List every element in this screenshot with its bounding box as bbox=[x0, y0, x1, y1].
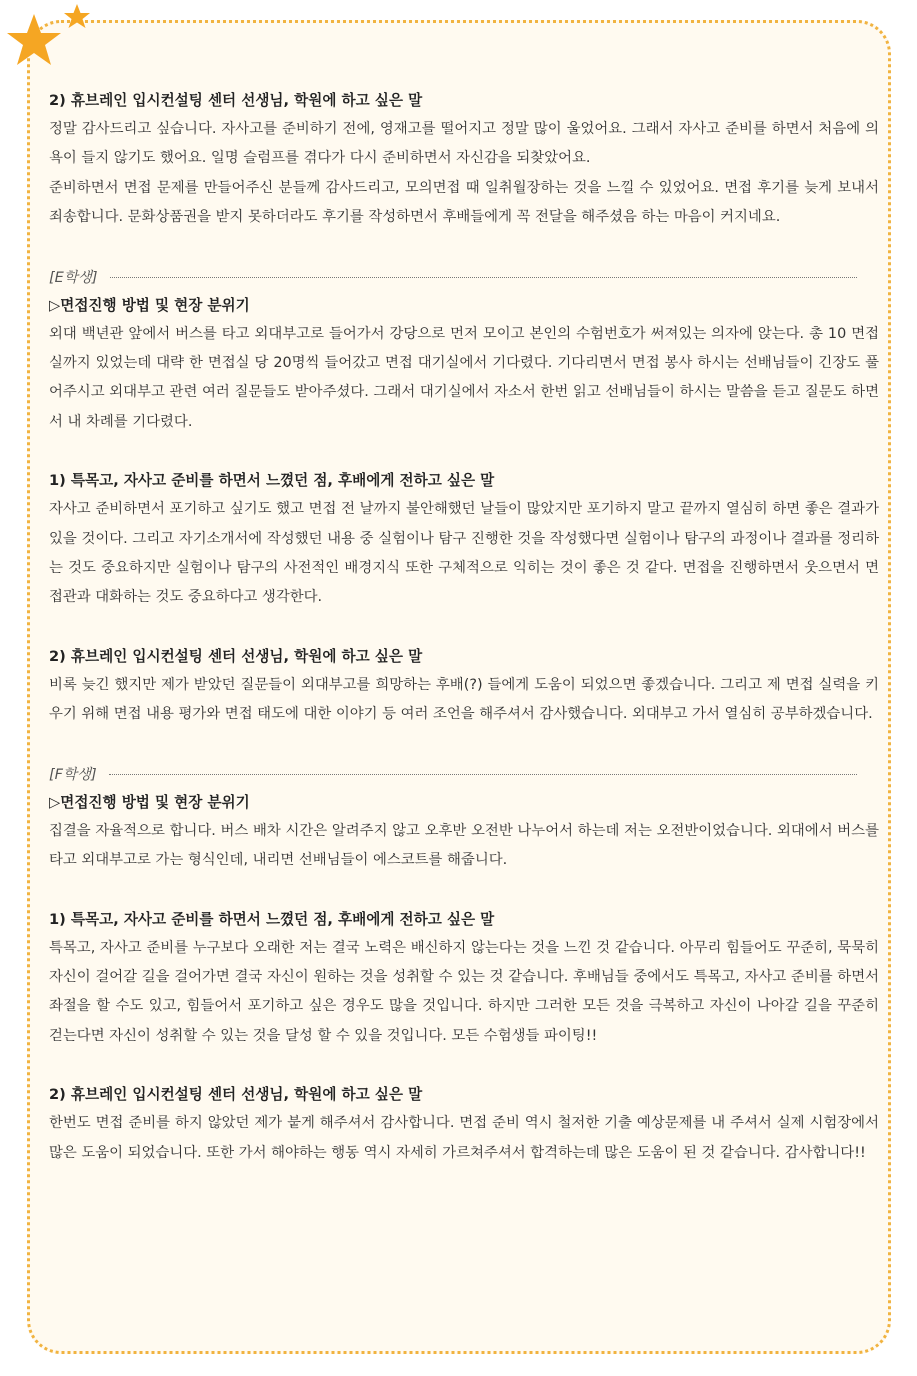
star-decoration bbox=[0, 0, 110, 80]
star-icon bbox=[7, 14, 61, 65]
paragraph: 준비하면서 면접 문제를 만들어주신 분들께 감사드리고, 모의면접 때 일취월장하는 것을 느낄 수 있었어요. 면접 후기를 늦게 보내서 죄송합니다. 문화상품권을 받지 못하더라도 후기를 작성하면서 후배들에게 꼭 전달을 해주셨음 하는 마음이 커지네요. bbox=[49, 179, 879, 226]
paragraph: 한번도 면접 준비를 하지 않았던 제가 붙게 해주셔서 감사합니다. 면접 준비 역시 철저한 기출 예상문제를 내 주셔서 실제 시험장에서 많은 도움이 되었습니다. 또한 가서 해야하는 행동 역시 자세히 가르쳐주셔서 합격하는데 많은 도움이 된 것 같습니다. 감사합니다!! bbox=[49, 1115, 879, 1161]
article-content bbox=[49, 86, 879, 1168]
dotted-divider bbox=[109, 774, 857, 775]
star-icon bbox=[64, 4, 90, 28]
student-name: [F학생] bbox=[49, 766, 97, 783]
student-label-e bbox=[49, 262, 879, 291]
section-heading: 2) 휴브레인 입시컨설팅 센터 선생님, 학원에 하고 싶은 말 bbox=[49, 647, 423, 665]
subsection-heading: ▷면접진행 방법 및 현장 분위기 bbox=[49, 296, 250, 314]
subsection-heading: ▷면접진행 방법 및 현장 분위기 bbox=[49, 793, 250, 811]
student-name: [E학생] bbox=[49, 269, 98, 286]
student-label-f bbox=[49, 759, 879, 788]
paragraph: 자사고 준비하면서 포기하고 싶기도 했고 면접 전 날까지 불안해했던 날들이 많았지만 포기하지 말고 끝까지 열심히 하면 좋은 결과가 있을 것이다. 그리고 자기소개서에 작성했던 내용 중 실험이나 탐구 진행한 것을 작성했다면 실험이나 탐구의 과정이나 결과를 정리하는 것도 중요하지만 실험이나 탐구의 사전적인 배경지식 또한 구체적으로 익히는 것이 좋은 것 같다. 면접을 진행하면서 웃으면서 면접관과 대화하는 것도 중요하다고 생각한다. bbox=[49, 501, 879, 606]
paragraph: 정말 감사드리고 싶습니다. 자사고를 준비하기 전에, 영재고를 떨어지고 정말 많이 울었어요. 그래서 자사고 준비를 하면서 처음에 의욕이 들지 않기도 했어요. 일명 슬럼프를 겪다가 다시 준비하면서 자신감을 되찾았어요. bbox=[49, 121, 879, 167]
paragraph: 특목고, 자사고 준비를 누구보다 오래한 저는 결국 노력은 배신하지 않는다는 것을 느낀 것 같습니다. 아무리 힘들어도 꾸준히, 묵묵히 자신이 걸어갈 길을 걸어가면 결국 자신이 원하는 것을 성취할 수 있는 것 같습니다. 후배님들 중에서도 특목고, 자사고 준비를 하면서 좌절을 할 수도 있고, 힘들어서 포기하고 싶은 경우도 많을 것입니다. 하지만 그러한 모든 것을 극복하고 자신이 나아갈 길을 꾸준히 걷는다면 자신이 성취할 수 있는 것을 달성 할 수 있을 것입니다. 모든 수험생들 파이팅!! bbox=[49, 939, 879, 1044]
paragraph: 비록 늦긴 했지만 제가 받았던 질문들이 외대부고를 희망하는 후배(?) 들에게 도움이 되었으면 좋겠습니다. 그리고 제 면접 실력을 키우기 위해 면접 내용 평가와 면접 태도에 대한 이야기 등 여러 조언을 해주셔서 감사했습니다. 외대부고 가서 열심히 공부하겠습니다. bbox=[49, 676, 879, 723]
section-heading: 1) 특목고, 자사고 준비를 하면서 느꼈던 점, 후배에게 전하고 싶은 말 bbox=[49, 910, 495, 928]
section-heading: 1) 특목고, 자사고 준비를 하면서 느꼈던 점, 후배에게 전하고 싶은 말 bbox=[49, 472, 495, 490]
section-heading: 2) 휴브레인 입시컨설팅 센터 선생님, 학원에 하고 싶은 말 bbox=[49, 92, 423, 109]
dotted-divider bbox=[110, 277, 858, 278]
paragraph: 외대 백년관 앞에서 버스를 타고 외대부고로 들어가서 강당으로 먼저 모이고 본인의 수험번호가 써져있는 의자에 앉는다. 총 10 면접실까지 있었는데 대략 한 면접실 당 20명씩 들어갔고 면접 대기실에서 기다렸다. 기다리면서 면접 봉사 하시는 선배님들이 긴장도 풀어주시고 외대부고 관련 여러 질문들도 받아주셨다. 그래서 대기실에서 자소서 한번 읽고 선배님들이 하시는 말씀을 듣고 질문도 하면서 내 차례를 기다렸다. bbox=[49, 325, 879, 430]
section-heading: 2) 휴브레인 입시컨설팅 센터 선생님, 학원에 하고 싶은 말 bbox=[49, 1086, 423, 1104]
paragraph: 집결을 자율적으로 합니다. 버스 배차 시간은 알려주지 않고 오후반 오전반 나누어서 하는데 저는 오전반이었습니다. 외대에서 버스를 타고 외대부고로 가는 형식인데, 내리면 선배님들이 에스코트를 해줍니다. bbox=[49, 822, 879, 869]
